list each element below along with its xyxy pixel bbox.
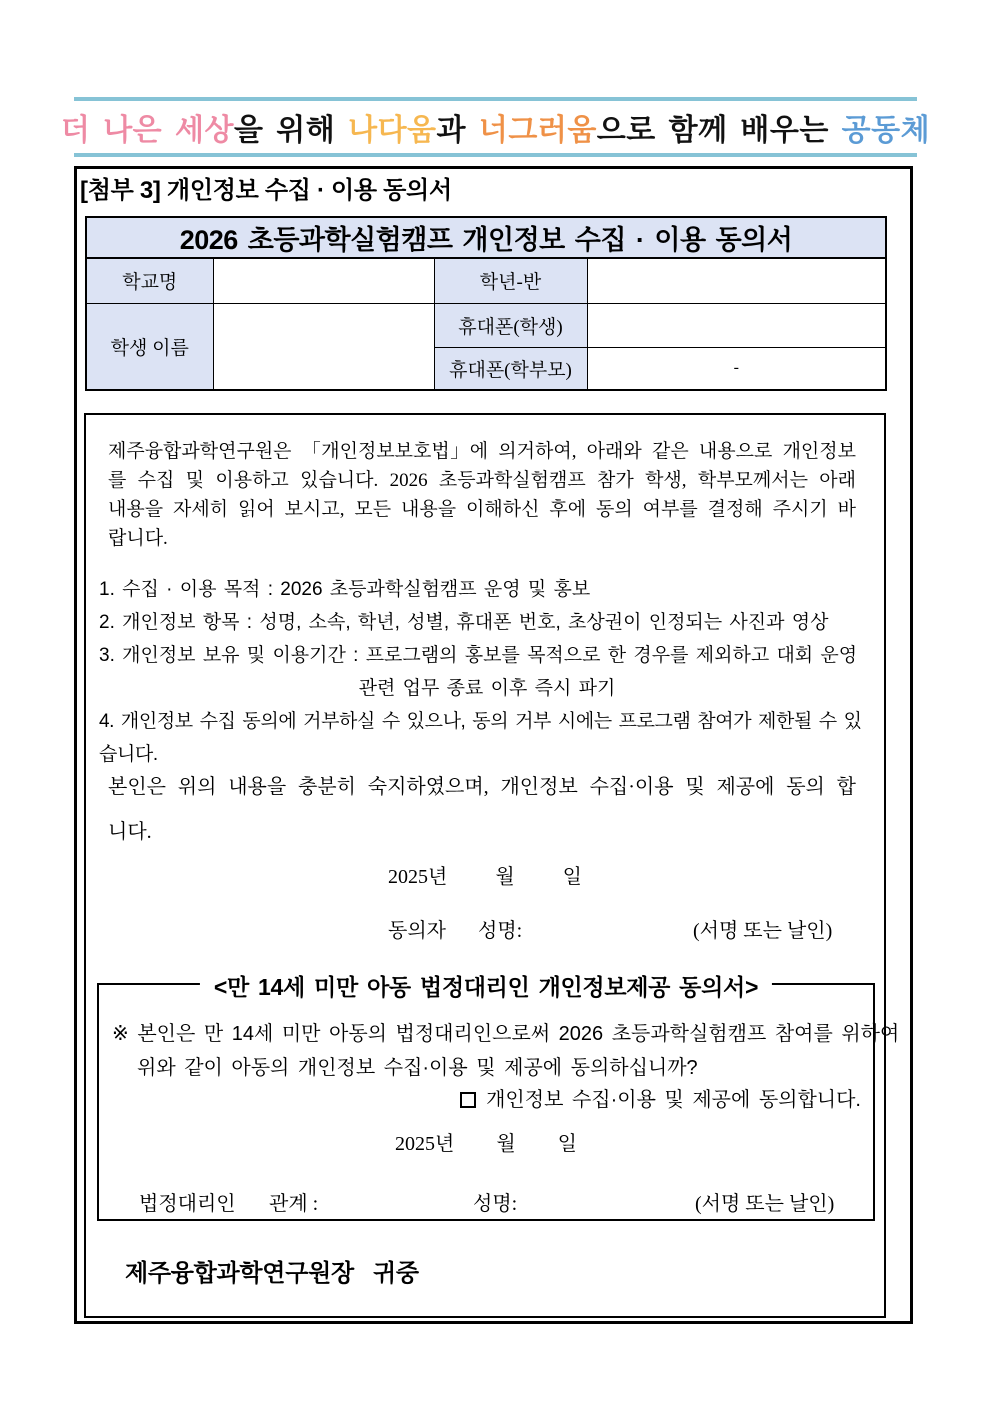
- guardian-question-line1: ※ 본인은 만 14세 미만 아동의 법정대리인으로써 2026 초등과학실험캠프 참여를 위하여: [112, 1023, 900, 1045]
- guardian-question-line2: 위와 같이 아동의 개인정보 수집·이용 및 제공에 동의하십니까?: [137, 1057, 698, 1079]
- banner-segment: 공동체: [841, 114, 931, 147]
- phone-parent-field[interactable]: -: [587, 347, 886, 390]
- guardian-relation-label: 관계 :: [269, 1193, 319, 1215]
- consent-intro-paragraph: 제주융합과학연구원은 「개인정보보호법」에 의거하여, 아래와 같은 내용으로 개인정보를 수집 및 이용하고 있습니다. 2026 초등과학실험캠프 참가 학생, 학부모께서는 아래 내용을 자세히 읽어 보시고, 모든 내용을 이해하신 후에 동의 여부를 결정해 주시기 바랍니다.: [108, 441, 856, 549]
- date-year: 2025년: [395, 1133, 455, 1155]
- guardian-role-label: 법정대리인: [139, 1193, 236, 1215]
- signer-sign-note: (서명 또는 날인): [693, 920, 833, 942]
- school-motto-banner: [60, 103, 931, 151]
- consent-item-3: 3. 개인정보 보유 및 이용기간 : 프로그램의 홍보를 목적으로 한 경우를 제외하고 대회 운영: [99, 645, 858, 666]
- date-year: 2025년: [388, 866, 448, 888]
- banner-rule-top: [74, 97, 917, 101]
- consent-date-line: [86, 860, 884, 886]
- student-name-field[interactable]: [213, 303, 434, 390]
- guardian-name-label: 성명:: [473, 1193, 518, 1215]
- attachment-title: [첨부 3] 개인정보 수집 · 이용 동의서: [80, 177, 452, 204]
- consent-item-4: 4. 개인정보 수집 동의에 거부하실 수 있으나, 동의 거부 시에는 프로그램 참여가 제한될 수 있습니다.: [99, 711, 862, 765]
- banner-segment: 을 위해: [233, 114, 349, 147]
- banner-segment: 너그러움: [478, 114, 597, 147]
- phone-student-field[interactable]: [587, 303, 886, 347]
- grade-class-field[interactable]: [587, 258, 886, 303]
- guardian-consent-box: [97, 974, 900, 1221]
- grade-class-label: 학년-반: [434, 258, 587, 303]
- guardian-date-line: [99, 1127, 873, 1153]
- consent-statement: 본인은 위의 내용을 충분히 숙지하였으며, 개인정보 수집·이용 및 제공에 동의 합니다.: [108, 776, 856, 843]
- consent-item-1: 1. 수집 · 이용 목적 : 2026 초등과학실험캠프 운영 및 홍보: [99, 579, 591, 600]
- consent-body-box: [84, 413, 900, 1318]
- consent-items-list: [99, 573, 875, 771]
- student-info-table: [85, 216, 887, 391]
- table-title: 2026 초등과학실험캠프 개인정보 수집 · 이용 동의서: [86, 217, 886, 258]
- student-name-label: 학생 이름: [86, 303, 213, 390]
- consent-item-2: 2. 개인정보 항목 : 성명, 소속, 학년, 성별, 휴대폰 번호, 초상권이 인정되는 사진과 영상: [99, 612, 829, 633]
- date-month: 월: [495, 866, 515, 888]
- banner-segment: 나다움: [348, 114, 437, 147]
- banner-segment: 과: [436, 114, 479, 147]
- school-name-label: 학교명: [86, 258, 213, 303]
- consent-checkbox-label: 개인정보 수집·이용 및 제공에 동의합니다.: [486, 1089, 861, 1111]
- document-frame: [74, 166, 913, 1324]
- signer-name-label: 성명:: [478, 920, 523, 942]
- banner-rule-bottom: [74, 153, 917, 157]
- guardian-sign-note: (서명 또는 날인): [695, 1193, 835, 1215]
- consent-item-3-continuation: 관련 업무 종료 이후 즉시 파기: [358, 678, 616, 699]
- recipient-line: 제주융합과학연구원장 귀중: [125, 1260, 419, 1287]
- signer-role-label: 동의자: [388, 920, 446, 942]
- guardian-agree-line: [460, 1083, 861, 1112]
- phone-student-label: 휴대폰(학생): [434, 303, 587, 347]
- consent-checkbox[interactable]: [460, 1092, 476, 1108]
- date-month: 월: [496, 1133, 516, 1155]
- banner-segment: 더 나은 세상: [60, 114, 234, 147]
- date-day: 일: [557, 1133, 577, 1155]
- date-day: 일: [562, 866, 582, 888]
- guardian-box-title: <만 14세 미만 아동 법정대리인 개인정보제공 동의서>: [200, 969, 772, 1002]
- banner-segment: 으로 함께 배우는: [596, 114, 842, 147]
- phone-parent-label: 휴대폰(학부모): [434, 347, 587, 390]
- school-name-field[interactable]: [213, 258, 434, 303]
